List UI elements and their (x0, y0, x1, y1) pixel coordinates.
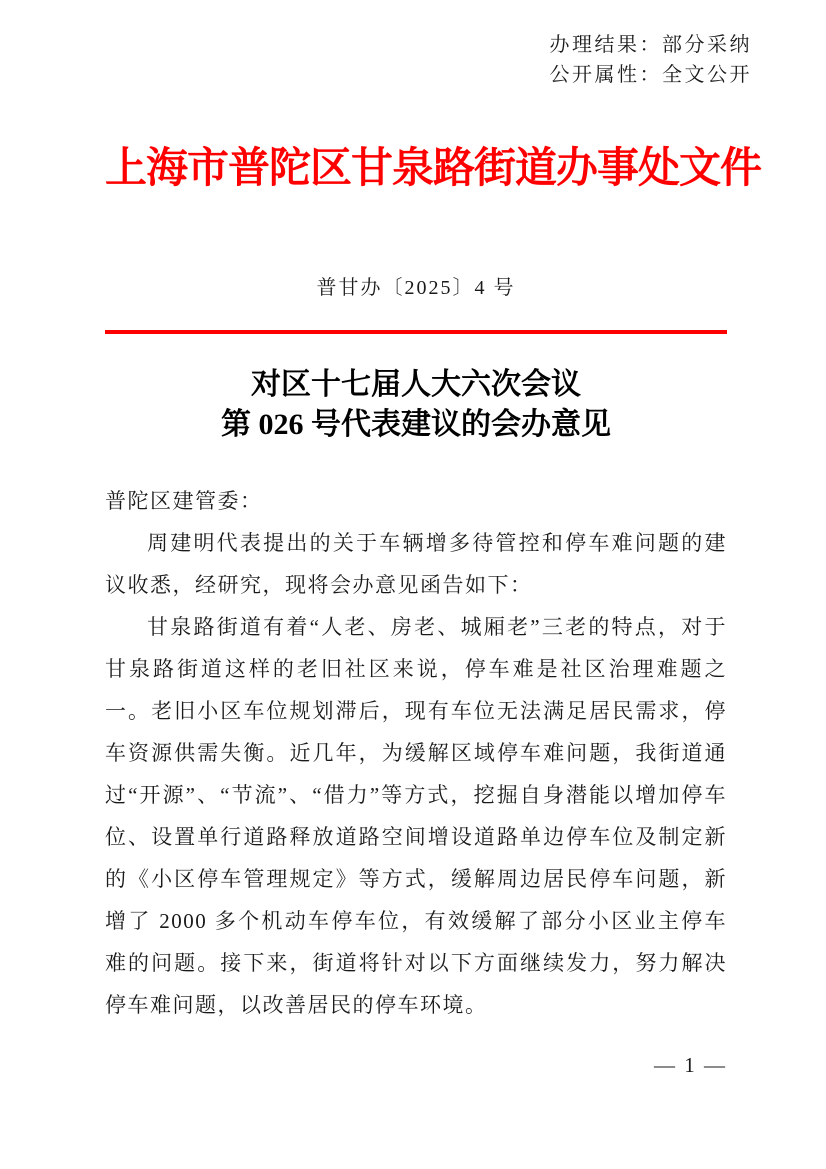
document-title-line2: 第 026 号代表建议的会办意见 (221, 408, 611, 441)
handling-result: 办理结果：部分采纳 (549, 34, 752, 56)
body-paragraph: 周建明代表提出的关于车辆增多待管控和停车难问题的建议收悉，经研究，现将会办意见函告如下： (105, 531, 727, 597)
page-number: — 1 — (654, 1053, 727, 1077)
body-paragraph: 甘泉路街道有着“人老、房老、城厢老”三老的特点，对于甘泉路街道这样的老旧社区来说，停车难是社区治理难题之一。老旧小区车位规划滞后，现有车位无法满足居民需求，停车资源供需失衡。近几年，为缓解区域停车难问题，我街道通过“开源”、“节流”、“借力”等方式，挖掘自身潜能以增加停车位、设置单行道路释放道路空间增设道路单边停车位及制定新的《小区停车管理规定》等方式，缓解周边居民停车问题，新增了 2000 多个机动车停车位，有效缓解了部分小区业主停车难的问题。接下来，街道将针对以下方面继续发力，努力解决停车难问题，以改善居民的停车环境。 (105, 615, 727, 1017)
document-number: 普甘办〔2025〕4 号 (316, 277, 516, 299)
document-title-line1: 对区十七届人大六次会议 (251, 368, 581, 401)
publicity-attribute: 公开属性：全文公开 (549, 64, 752, 86)
red-separator-line (105, 330, 727, 334)
letterhead-title: 上海市普陀区甘泉路街道办事处文件 (105, 144, 762, 191)
document-title (105, 365, 727, 445)
document-body (105, 480, 727, 1026)
salutation: 普陀区建管委： (105, 489, 263, 513)
header-annotations (105, 30, 752, 90)
